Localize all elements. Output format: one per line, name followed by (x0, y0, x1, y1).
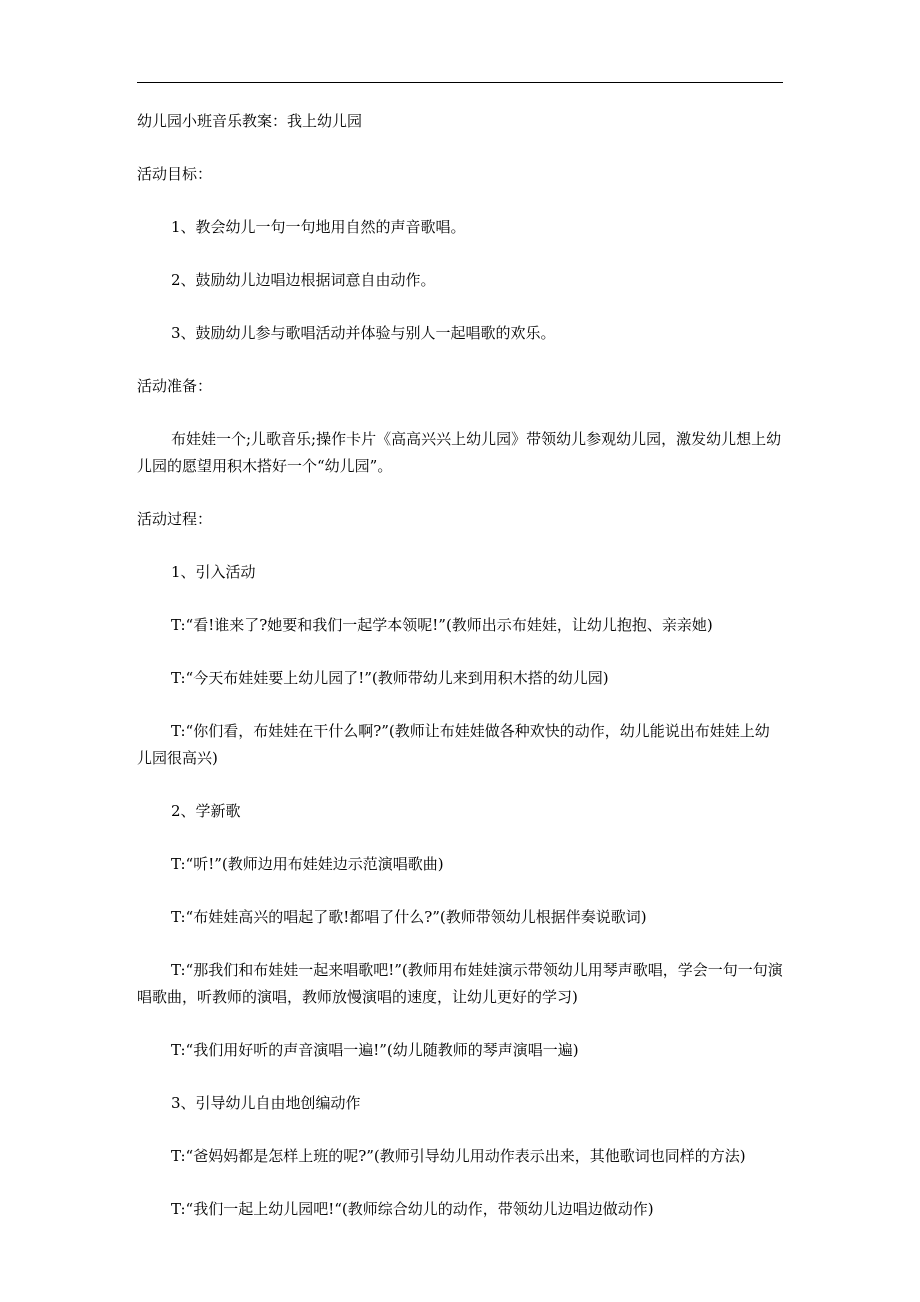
document-body (137, 108, 783, 1223)
dialogue-line: T:“那我们和布娃娃一起来唱歌吧!”(教师用布娃娃演示带领幼儿用琴声歌唱，学会一句一句演唱歌曲，听教师的演唱，教师放慢演唱的速度，让幼儿更好的学习) (137, 961, 783, 1006)
dialogue-line: T:“我们用好听的声音演唱一遍!”(幼儿随教师的琴声演唱一遍) (171, 1041, 579, 1059)
dialogue-line: T:“你们看，布娃娃在干什么啊?”(教师让布娃娃做各种欢快的动作，幼儿能说出布娃娃上幼儿园很高兴) (137, 722, 770, 767)
step-title: 3、引导幼儿自由地创编动作 (171, 1094, 361, 1112)
prep-heading: 活动准备： (137, 377, 213, 395)
prep-text: 布娃娃一个;儿歌音乐;操作卡片《高高兴兴上幼儿园》带领幼儿参观幼儿园，激发幼儿想上幼儿园的愿望用积木搭好一个“幼儿园”。 (137, 430, 782, 475)
dialogue-line: T:“看!谁来了?她要和我们一起学本领呢!”(教师出示布娃娃，让幼儿抱抱、亲亲她) (171, 616, 713, 634)
step-title: 1、引入活动 (171, 563, 256, 581)
dialogue-line: T:“今天布娃娃要上幼儿园了!”(教师带幼儿来到用积木搭的幼儿园) (171, 669, 609, 687)
dialogue-line: T:“布娃娃高兴的唱起了歌!都唱了什么?”(教师带领幼儿根据伴奏说歌词) (171, 908, 647, 926)
dialogue-line: T:“听!”(教师边用布娃娃边示范演唱歌曲) (171, 855, 444, 873)
goal-item: 1、教会幼儿一句一句地用自然的声音歌唱。 (171, 218, 466, 236)
document-title: 幼儿园小班音乐教案：我上幼儿园 (137, 112, 363, 130)
step-title: 2、学新歌 (171, 802, 241, 820)
goal-item: 2、鼓励幼儿边唱边根据词意自由动作。 (171, 271, 436, 289)
goal-item: 3、鼓励幼儿参与歌唱活动并体验与别人一起唱歌的欢乐。 (171, 324, 556, 342)
dialogue-line: T:“爸妈妈都是怎样上班的呢?”(教师引导幼儿用动作表示出来，其他歌词也同样的方法) (171, 1147, 746, 1165)
dialogue-line: T:“我们一起上幼儿园吧!“(教师综合幼儿的动作，带领幼儿边唱边做动作) (171, 1200, 654, 1218)
header-rule (137, 82, 783, 83)
goals-heading: 活动目标： (137, 165, 213, 183)
process-heading: 活动过程： (137, 510, 213, 528)
